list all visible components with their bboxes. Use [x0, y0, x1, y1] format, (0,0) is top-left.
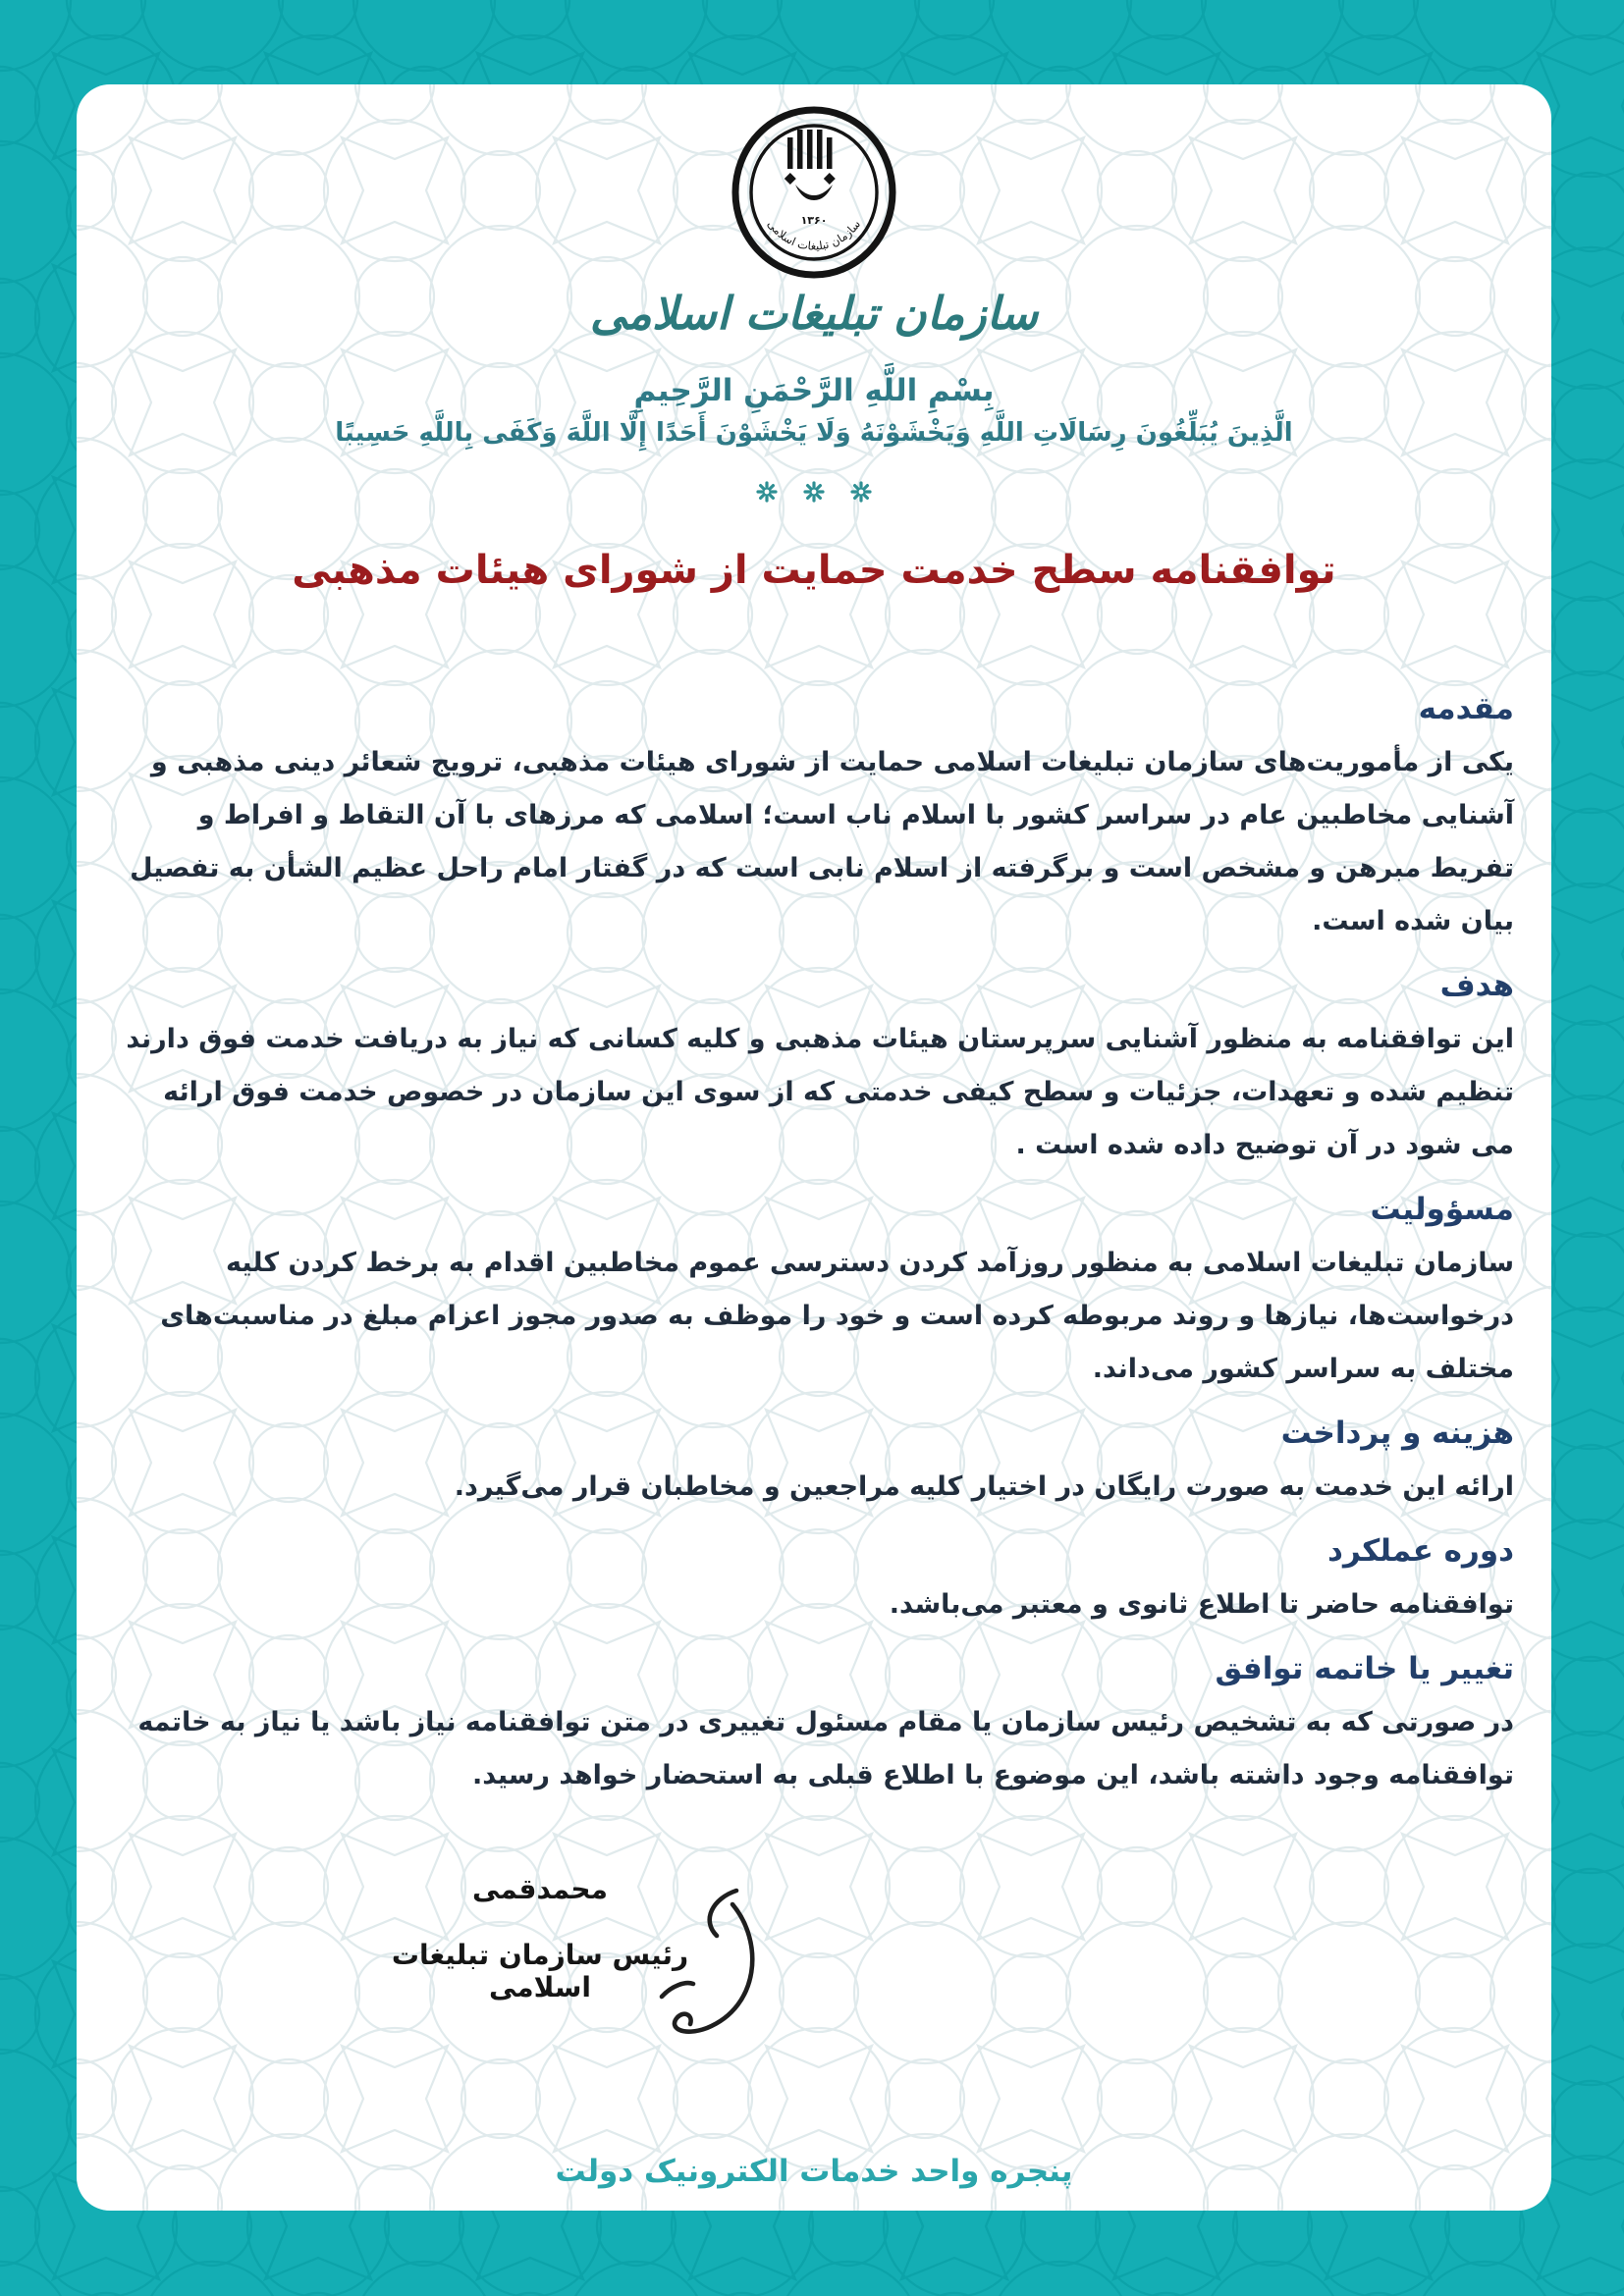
- handwritten-signature: [634, 1879, 772, 2052]
- document-content: [77, 84, 1551, 2003]
- section-doreh-amalkard: [114, 1533, 1514, 1631]
- section-body: یکی از مأموریت‌های سازمان تبلیغات اسلامی حمایت از شورای هیئات مذهبی، ترویج شعائر دینی مذهبی و آشنایی مخاطبین عام در سراسر کشور با اسلام ناب است؛ اسلامی که مرزهای با آن التقاط و افراط و تفریط مبرهن و مشخص است و برگرفته از اسلام نابی است که در گفتار امام راحل عظیم الشأن به تفصیل بیان شده است.: [130, 747, 1514, 936]
- organization-calligraphy: سازمان تبلیغات اسلامی: [589, 287, 1039, 340]
- page-title: توافقنامه سطح خدمت حمایت از شورای هیئات مذهبی: [292, 548, 1336, 593]
- organization-emblem-icon: [729, 106, 899, 279]
- sections-container: [114, 691, 1514, 1802]
- signatory-title: رئیس سازمان تبلیغات اسلامی: [391, 1939, 689, 2003]
- kufic-allah-mark: [785, 130, 836, 200]
- asterisk-icon: [850, 481, 872, 503]
- section-heading: دوره عملکرد: [1327, 1533, 1514, 1569]
- signature-block: [363, 1873, 717, 2003]
- section-body: این توافقنامه به منظور آشنایی سرپرستان هیئات مذهبی و کلیه کسانی که نیاز به دریافت خدمت فوق دارند تنظیم شده و تعهدات، جزئیات و سطح کیفی خدمتی که از سوی این سازمان در خصوص خدمت فوق ارائه می شود در آن توضیح داده شده است .: [126, 1024, 1514, 1160]
- section-heading: هدف: [1439, 968, 1514, 1003]
- emblem-ring-text: سازمان تبلیغات اسلامی: [764, 217, 864, 253]
- bismillah-text: بِسْمِ اللَّهِ الرَّحْمَنِ الرَّحِيمِ: [633, 373, 995, 408]
- section-moghaddameh: [114, 691, 1514, 948]
- section-body: سازمان تبلیغات اسلامی به منظور روزآمد کردن دسترسی عموم مخاطبین اقدام به برخط کردن کلیه درخواست‌ها، نیازها و روند مربوطه کرده است و خود را موظف به صدور مجوز اعزام مبلغ در مناسبت‌های مختلف به سراسر کشور می‌داند.: [160, 1248, 1514, 1384]
- section-heading: مقدمه: [1418, 691, 1514, 726]
- organization-emblem: [114, 84, 1514, 283]
- asterisk-icon: [803, 481, 825, 503]
- section-heading: تغییر یا خاتمه توافق: [1215, 1651, 1514, 1686]
- section-taghir-khatemeh: [114, 1651, 1514, 1802]
- signatory-name: محمدقمی: [472, 1873, 608, 1905]
- section-heading: مسؤولیت: [1370, 1192, 1514, 1227]
- section-body: ارائه این خدمت به صورت رایگان در اختیار کلیه مراجعین و مخاطبان قرار می‌گیرد.: [454, 1471, 1514, 1502]
- section-hadaf: [114, 968, 1514, 1172]
- footer-label: پنجره واحد خدمات الکترونیک دولت: [555, 2154, 1073, 2189]
- section-heading: هزینه و پرداخت: [1280, 1415, 1514, 1451]
- section-body: توافقنامه حاضر تا اطلاع ثانوی و معتبر می‌باشد.: [889, 1589, 1514, 1620]
- section-body: در صورتی که به تشخیص رئیس سازمان یا مقام مسئول تغییری در متن توافقنامه نیاز باشد یا نیاز به خاتمه توافقنامه وجود داشته باشد، این موضوع با اطلاع قبلی به استحضار خواهد رسید.: [137, 1707, 1514, 1790]
- asterisk-icon: [756, 481, 778, 503]
- section-hazineh-pardakht: [114, 1415, 1514, 1514]
- document-card: [77, 84, 1551, 2211]
- section-masouliat: [114, 1192, 1514, 1396]
- quran-verse-text: الَّذِينَ يُبَلِّغُونَ رِسَالَاتِ اللَّهِ وَيَخْشَوْنَهُ وَلَا يَخْشَوْنَ أَحَدًا إِلَّا اللَّهَ وَكَفَى بِاللَّهِ حَسِيبًا: [335, 418, 1293, 448]
- asterisk-separator: [114, 481, 1514, 503]
- emblem-year: ۱۳۶۰: [800, 214, 828, 227]
